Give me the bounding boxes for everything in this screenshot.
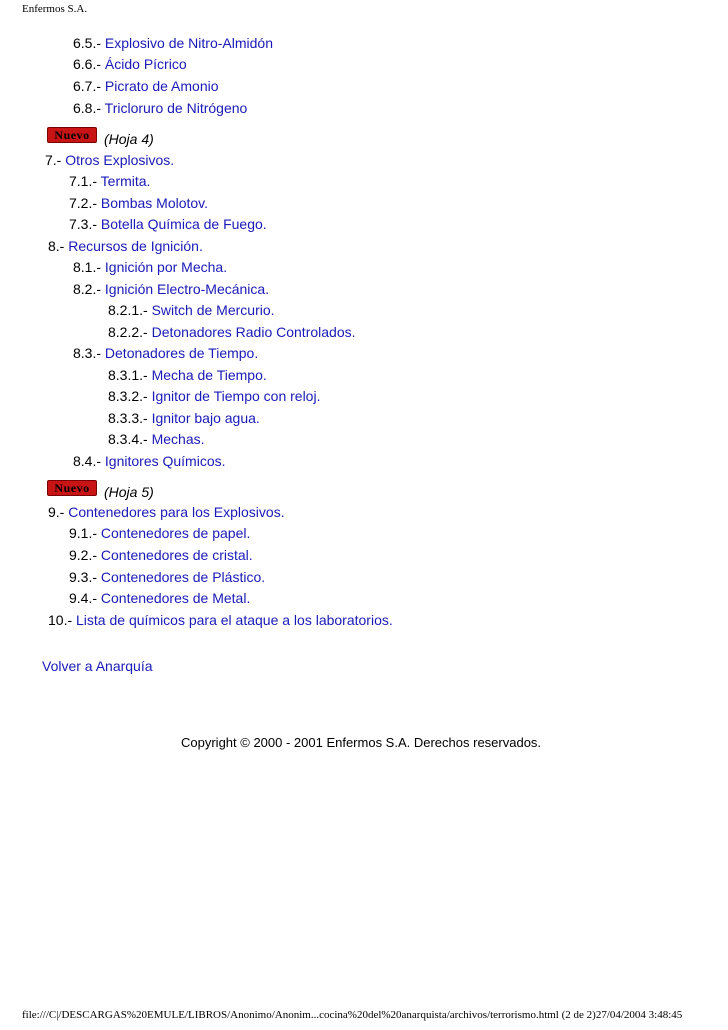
toc-number: 8.3.2.- <box>108 388 152 404</box>
toc-item-8-3-3 <box>108 409 260 427</box>
toc-link-8-3-1[interactable]: Mecha de Tiempo. <box>151 367 267 383</box>
toc-number: 9.3.- <box>69 569 101 585</box>
toc-number: 7.- <box>45 152 66 168</box>
toc-item-8 <box>48 237 203 255</box>
toc-item-6-8 <box>73 99 247 117</box>
toc-item-10 <box>48 611 393 629</box>
toc-link-7[interactable]: Otros Explosivos. <box>65 152 175 168</box>
toc-link-8-3-2[interactable]: Ignitor de Tiempo con reloj. <box>151 388 321 404</box>
toc-number: 8.2.- <box>73 281 105 297</box>
toc-number: 6.7.- <box>73 78 105 94</box>
toc-item-6-6 <box>73 55 187 73</box>
page-footer-path: file:///C|/DESCARGAS%20EMULE/LIBROS/Anonimo/Anonim...cocina%20del%20anarquista/archivos/terrorismo.html (2 de 2)27/04/2004 3:48:45 <box>22 1009 683 1021</box>
toc-link-8-4[interactable]: Ignitores Químicos. <box>104 453 226 469</box>
toc-link-9-2[interactable]: Contenedores de cristal. <box>100 547 253 563</box>
toc-link-6-5[interactable]: Explosivo de Nitro-Almidón <box>104 35 273 51</box>
toc-item-9-3 <box>69 568 265 586</box>
toc-link-7-3[interactable]: Botella Química de Fuego. <box>100 216 267 232</box>
toc-item-9-1 <box>69 524 250 542</box>
toc-link-7-1[interactable]: Termita. <box>100 173 151 189</box>
toc-item-8-3-4 <box>108 430 205 448</box>
toc-link-6-7[interactable]: Picrato de Amonio <box>104 78 219 94</box>
toc-link-7-2[interactable]: Bombas Molotov. <box>100 195 209 211</box>
toc-link-8-3[interactable]: Detonadores de Tiempo. <box>104 345 259 361</box>
toc-link-8-1[interactable]: Ignición por Mecha. <box>104 259 228 275</box>
nuevo-badge: Nuevo <box>47 127 97 143</box>
toc-link-8[interactable]: Recursos de Ignición. <box>68 238 203 254</box>
toc-number: 8.1.- <box>73 259 105 275</box>
toc-number: 8.3.3.- <box>108 410 152 426</box>
back-link-row <box>42 657 153 675</box>
toc-number: 10.- <box>48 612 77 628</box>
toc-item-6-7 <box>73 77 219 95</box>
toc-number: 8.3.1.- <box>108 367 152 383</box>
toc-link-9-3[interactable]: Contenedores de Plástico. <box>100 569 266 585</box>
toc-number: 7.1.- <box>69 173 101 189</box>
toc-number: 9.1.- <box>69 525 101 541</box>
toc-number: 6.6.- <box>73 56 105 72</box>
copyright-notice: Copyright © 2000 - 2001 Enfermos S.A. Derechos reservados. <box>181 735 542 750</box>
toc-number: 8.- <box>48 238 69 254</box>
back-to-anarquia-link[interactable]: Volver a Anarquía <box>42 658 153 674</box>
toc-number: 7.3.- <box>69 216 101 232</box>
toc-number: 6.5.- <box>73 35 105 51</box>
toc-link-6-8[interactable]: Tricloruro de Nitrógeno <box>104 100 248 116</box>
toc-number: 8.3.- <box>73 345 105 361</box>
toc-number: 8.4.- <box>73 453 105 469</box>
toc-item-8-3-1 <box>108 366 267 384</box>
hoja-4-label: (Hoja 4) <box>104 131 154 147</box>
toc-item-9-2 <box>69 546 253 564</box>
toc-link-8-3-3[interactable]: Ignitor bajo agua. <box>151 410 260 426</box>
toc-item-9-4 <box>69 589 250 607</box>
toc-item-7-3 <box>69 215 267 233</box>
toc-item-7-2 <box>69 194 208 212</box>
toc-link-8-2-1[interactable]: Switch de Mercurio. <box>151 302 275 318</box>
toc-link-8-2-2[interactable]: Detonadores Radio Controlados. <box>151 324 356 340</box>
toc-item-8-3 <box>73 344 258 362</box>
toc-number: 9.2.- <box>69 547 101 563</box>
toc-item-9 <box>48 503 285 521</box>
toc-item-8-2 <box>73 280 269 298</box>
toc-item-6-5 <box>73 34 273 52</box>
toc-link-8-3-4[interactable]: Mechas. <box>151 431 205 447</box>
toc-link-10[interactable]: Lista de químicos para el ataque a los laboratorios. <box>76 612 393 628</box>
toc-number: 9.- <box>48 504 69 520</box>
toc-item-8-2-2 <box>108 323 356 341</box>
hoja-5-label: (Hoja 5) <box>104 484 154 500</box>
toc-link-9-1[interactable]: Contenedores de papel. <box>100 525 251 541</box>
toc-item-8-2-1 <box>108 301 275 319</box>
toc-item-8-1 <box>73 258 227 276</box>
toc-item-7-1 <box>69 172 150 190</box>
toc-link-9-4[interactable]: Contenedores de Metal. <box>100 590 251 606</box>
page-header-title: Enfermos S.A. <box>22 3 88 15</box>
toc-number: 8.2.2.- <box>108 324 152 340</box>
toc-item-8-3-2 <box>108 387 320 405</box>
toc-number: 8.3.4.- <box>108 431 152 447</box>
toc-link-9[interactable]: Contenedores para los Explosivos. <box>68 504 285 520</box>
toc-item-8-4 <box>73 452 226 470</box>
toc-number: 9.4.- <box>69 590 101 606</box>
nuevo-badge: Nuevo <box>47 480 97 496</box>
toc-link-8-2[interactable]: Ignición Electro-Mecánica. <box>104 281 270 297</box>
toc-link-6-6[interactable]: Ácido Pícrico <box>104 56 187 72</box>
toc-number: 8.2.1.- <box>108 302 152 318</box>
toc-item-7 <box>45 151 174 169</box>
toc-number: 6.8.- <box>73 100 105 116</box>
toc-number: 7.2.- <box>69 195 101 211</box>
